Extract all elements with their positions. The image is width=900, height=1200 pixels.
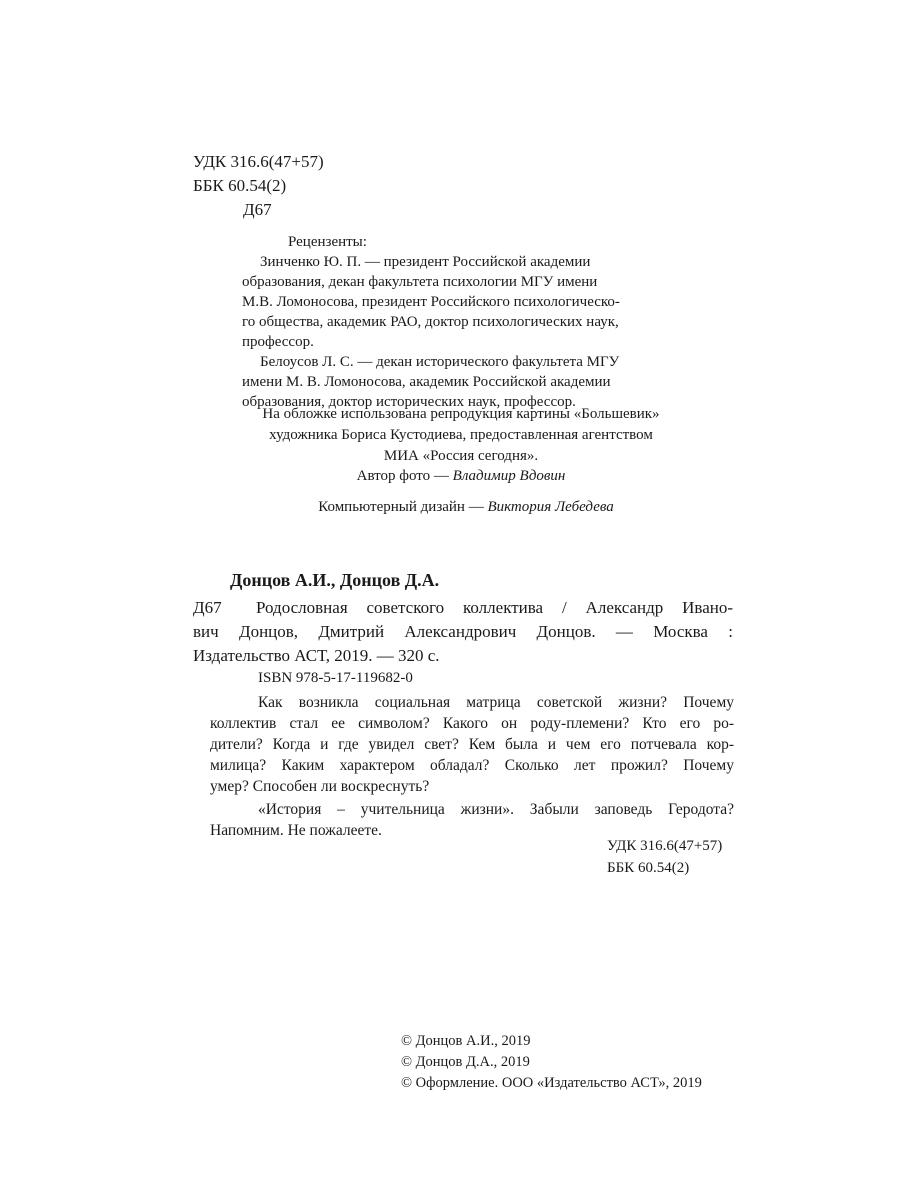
design-credit-name: Виктория Лебедева — [487, 499, 614, 515]
reviewer-line: профессор. — [242, 334, 314, 350]
card-entry-line: Издательство АСТ, 2019. — 320 с. — [193, 646, 440, 665]
annotation-line: милица? Каким характером обладал? Сколько лет прожил? Почему — [210, 757, 734, 774]
card-author-mark: Д67 — [193, 598, 222, 617]
copyright-line: © Оформление. ООО «Издательство АСТ», 2019 — [401, 1075, 702, 1091]
photo-credit-label: Автор фото — — [356, 468, 449, 484]
annotation-line: Как возникла социальная матрица советской жизни? Почему — [258, 694, 734, 711]
annotation-line: дители? Когда и где увидел свет? Кем была и чем его потчевала кор- — [210, 736, 734, 753]
design-credit-label: Компьютерный дизайн — — [318, 499, 484, 515]
reviewer-belousov — [242, 352, 680, 412]
card-entry-line: Родословная советского коллектива / Александр Ивано- — [256, 598, 733, 617]
catalogue-entry — [193, 596, 733, 668]
udk-code: УДК 316.6(47+57) — [193, 152, 324, 171]
reviewer-line: имени М. В. Ломоносова, академик Российской академии — [242, 374, 611, 390]
annotation-line: умер? Способен ли воскреснуть? — [210, 778, 430, 795]
design-credit — [242, 499, 690, 516]
copyright-line: © Донцов Д.А., 2019 — [401, 1054, 530, 1070]
bbk-code: ББК 60.54(2) — [193, 176, 287, 195]
reviewers-block — [242, 232, 680, 412]
annotation-line: «История – учительница жизни». Забыли заповедь Геродота? — [258, 801, 734, 818]
card-entry-line: вич Донцов, Дмитрий Александрович Донцов. — Москва : — [193, 622, 733, 641]
reviewer-zinchenko — [242, 252, 680, 352]
classification-block — [193, 150, 324, 222]
reviewer-line: Белоусов Л. С. — декан исторического факультета МГУ — [260, 354, 620, 370]
reviewer-line: М.В. Ломоносова, президент Российского психологическо- — [242, 294, 620, 310]
reviewer-line: Зинченко Ю. П. — президент Российской академии — [260, 254, 591, 270]
reviewer-line: образования, декан факультета психологии МГУ имени — [242, 274, 598, 290]
cover-note — [232, 404, 690, 467]
reviewer-line: го общества, академик РАО, доктор психологических наук, — [242, 314, 619, 330]
copyright-block — [401, 1031, 702, 1094]
photo-credit — [232, 468, 690, 485]
cover-note-line: МИА «Россия сегодня». — [383, 448, 539, 464]
copyright-line: © Донцов А.И., 2019 — [401, 1033, 531, 1049]
reviewers-title: Рецензенты: — [288, 234, 367, 250]
cover-note-line: На обложке использована репродукция картины «Большевик» — [262, 406, 660, 422]
card-udk-code: УДК 316.6(47+57) — [607, 838, 723, 854]
annotation — [210, 692, 734, 841]
photo-credit-name: Владимир Вдовин — [452, 468, 566, 484]
annotation-line: Напомним. Не пожалеете. — [210, 822, 382, 839]
card-classification — [607, 835, 722, 879]
cover-note-line: художника Бориса Кустодиева, предоставленная агентством — [269, 427, 653, 443]
reviewer-line: образования, доктор исторических наук, профессор. — [242, 394, 576, 410]
author-mark: Д67 — [243, 200, 272, 219]
isbn: ISBN 978-5-17-119682-0 — [258, 670, 413, 686]
card-authors: Донцов А.И., Донцов Д.А. — [230, 570, 440, 590]
annotation-line: коллектив стал ее символом? Какого он роду-племени? Кто его ро- — [210, 715, 734, 732]
card-bbk-code: ББК 60.54(2) — [607, 860, 690, 876]
